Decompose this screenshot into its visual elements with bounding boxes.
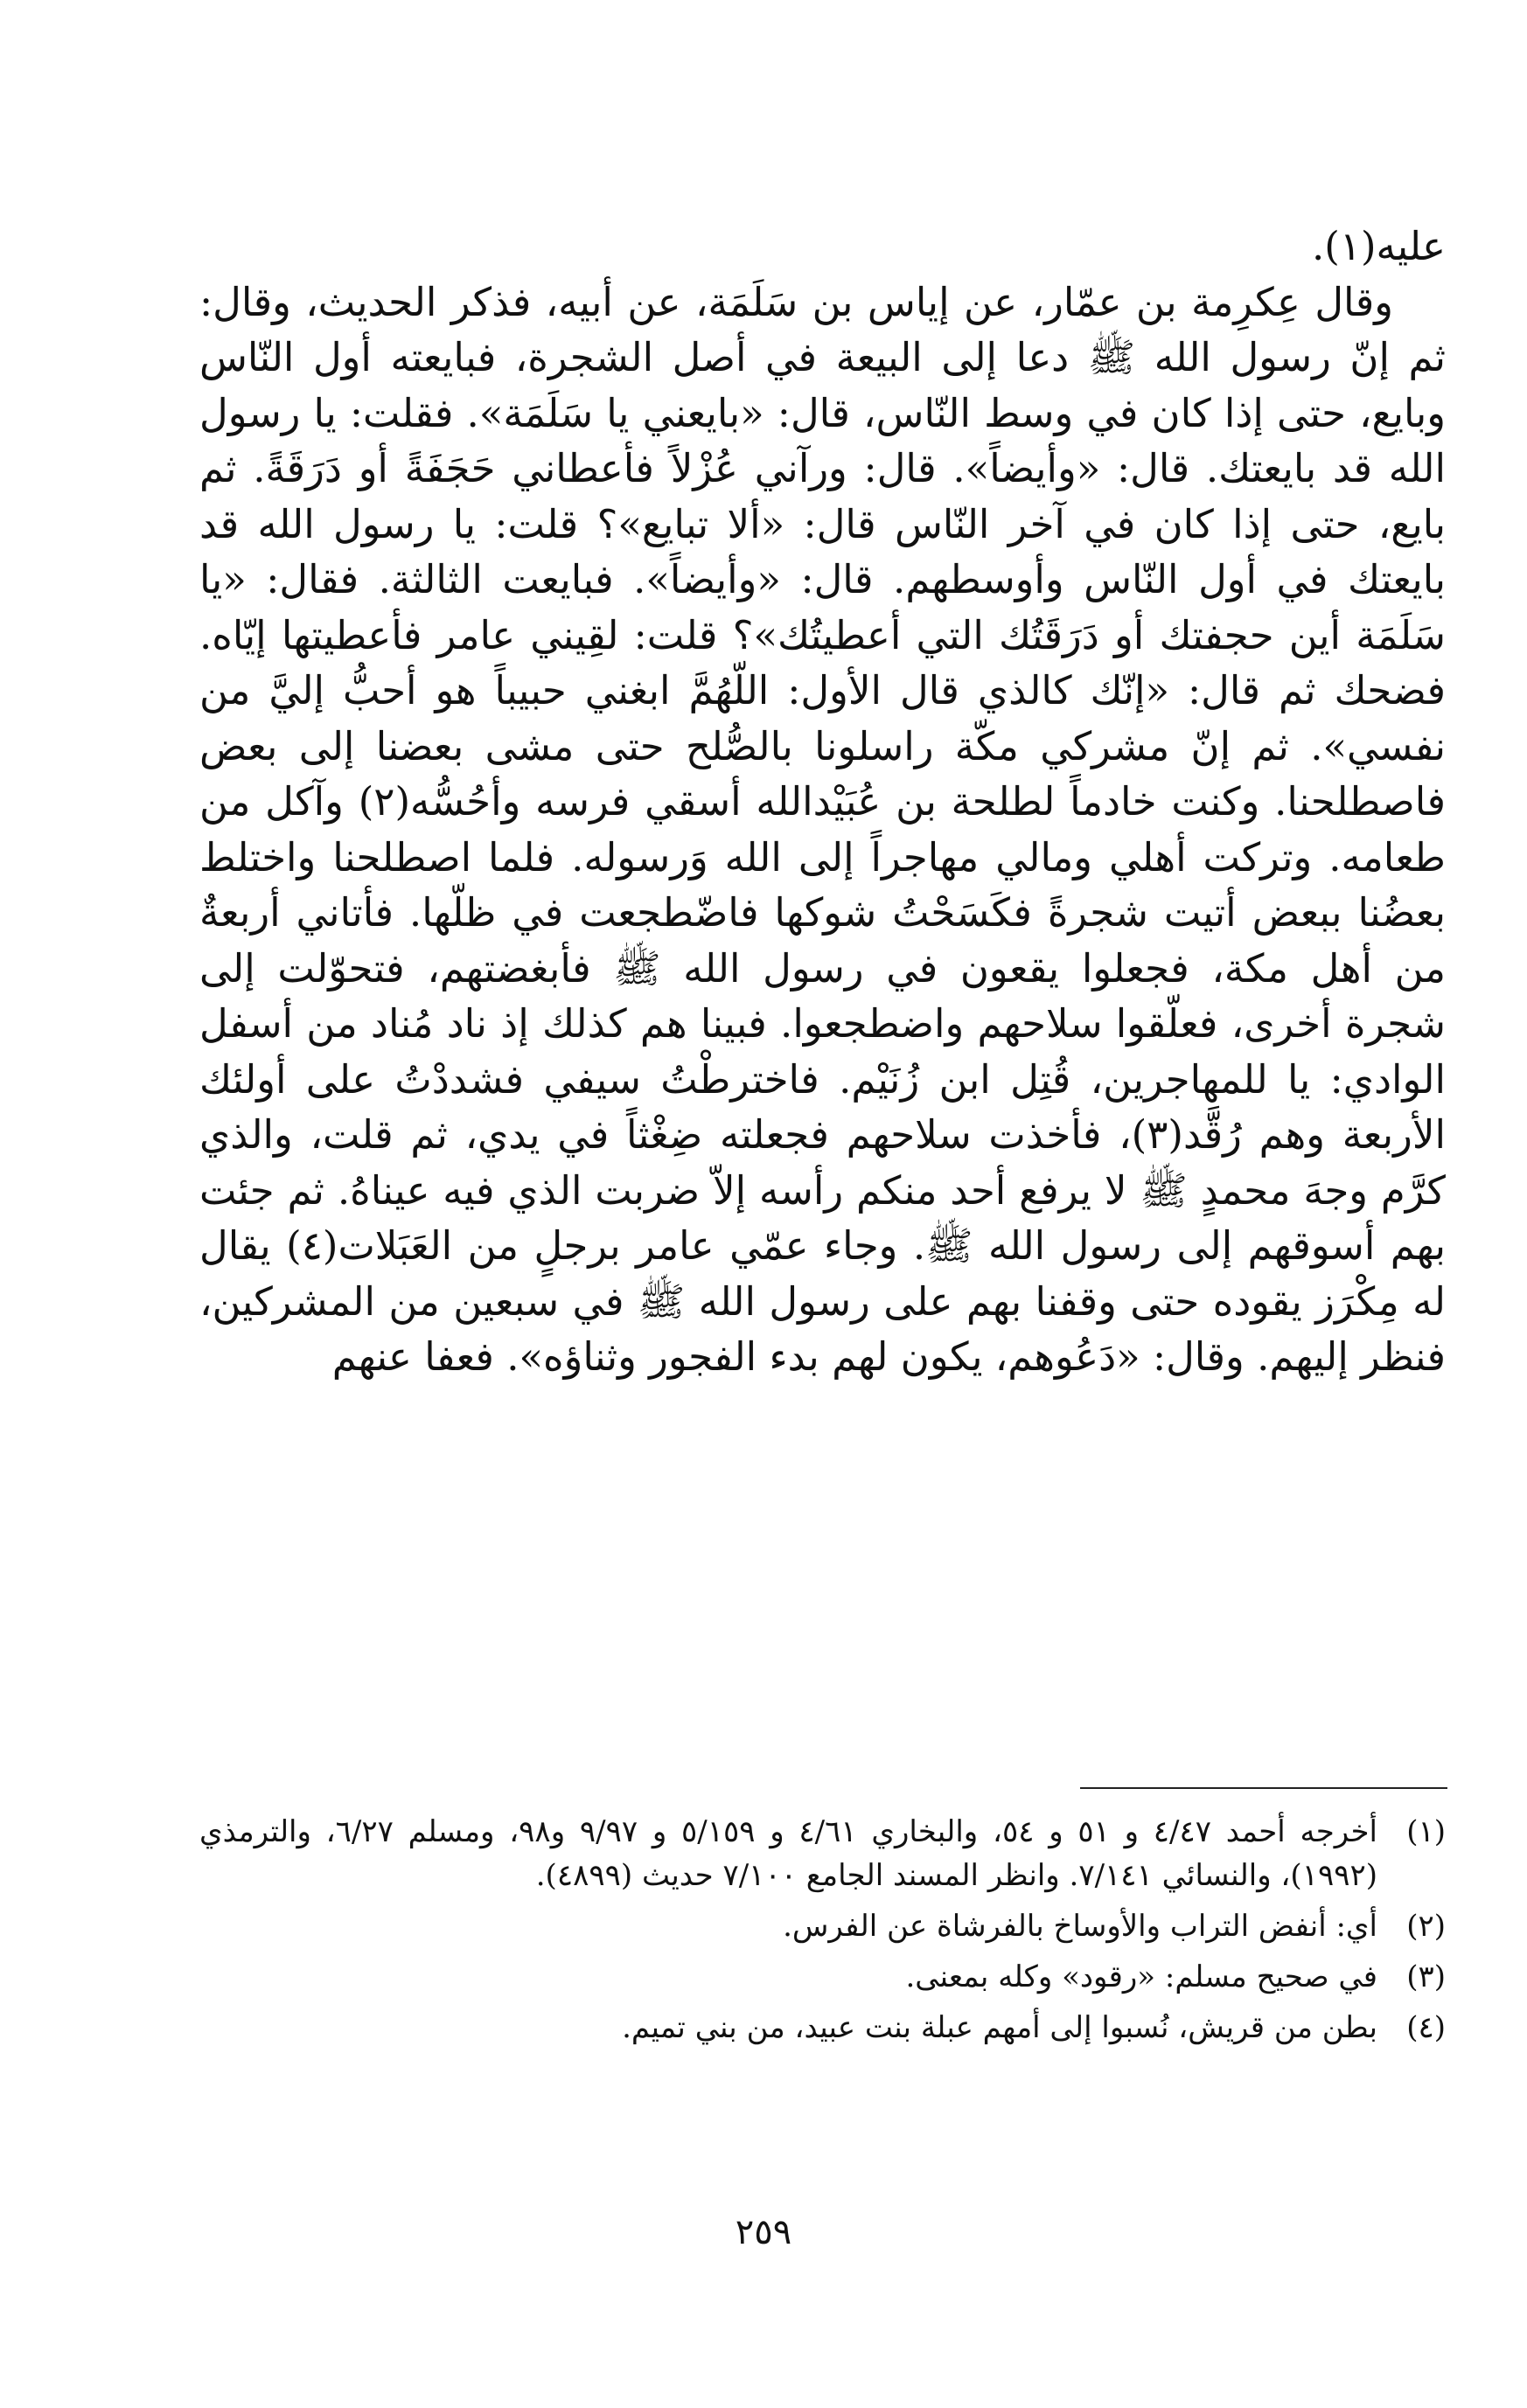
footnote-3	[199, 1955, 1446, 1999]
footnote-number: (٤)	[1406, 2010, 1446, 2045]
footnote-separator	[1080, 1787, 1447, 1789]
footnote-number: (٢)	[1406, 1909, 1446, 1944]
footnote-text: بطن من قريش، نُسبوا إلى أمهم عبلة بنت عبيد، من بني تميم.	[622, 2010, 1377, 2045]
footnote-2	[199, 1904, 1446, 1948]
intro-line: عليه(١).	[1311, 223, 1446, 269]
footnotes	[199, 1810, 1446, 2057]
footnote-1	[199, 1810, 1446, 1897]
footnote-number: (١)	[1406, 1814, 1446, 1849]
footnote-4	[199, 2006, 1446, 2050]
footnote-text: في صحيح مسلم: «رقود» وكله بمعنى.	[905, 1959, 1377, 1994]
main-paragraph: وقال عِكرِمة بن عمّار، عن إياس بن سَلَمَة، عن أبيه، فذكر الحديث، وقال: ثم إنّ رسول الله ﷺ دعا إلى البيعة في أصل الشجرة، فبايعته أول النّاس وبايع، حتى إذا كان في وسط النّاس، قال: «بايعني يا سَلَمَة». فقلت: يا رسول الله قد بايعتك. قال: «وأيضاً». قال: ورآني عُزْلاً فأعطاني حَجَفَةً أو دَرَقَةً. ثم بايع، حتى إذا كان في آخر النّاس قال: «ألا تبايع»؟ قلت: يا رسول الله قد بايعتك في أول النّاس وأوسطهم. قال: «وأيضاً». فبايعت الثالثة. فقال: «يا سَلَمَة أين حجفتك أو دَرَقَتُك التي أعطيتُك»؟ قلت: لقِيني عامر فأعطيتها إيّاه. فضحك ثم قال: «إنّك كالذي قال الأول: اللّهُمَّ ابغني حبيباً هو أحبُّ إليَّ من نفسي». ثم إنّ مشركي مكّة راسلونا بالصُّلح حتى مشى بعضنا إلى بعض فاصطلحنا. وكنت خادماً لطلحة بن عُبَيْدالله أسقي فرسه وأحُسُّه(٢) وآكل من طعامه. وتركت أهلي ومالي مهاجراً إلى الله وَرسوله. فلما اصطلحنا واختلط بعضُنا ببعض أتيت شجرةً فكَسَحْتُ شوكها فاضّطجعت في ظلّها. فأتاني أربعةٌ من أهل مكة، فجعلوا يقعون في رسول الله ﷺ فأبغضتهم، فتحوّلت إلى شجرة أخرى، فعلّقوا سلاحهم واضطجعوا. فبينا هم كذلك إذ ناد مُناد من أسفل الوادي: يا للمهاجرين، قُتِل ابن زُنَيْم. فاخترطْتُ سيفي فشددْتُ على أولئك الأربعة وهم رُقَّد(٣)، فأخذت سلاحهم فجعلته ضِغْثاً في يدي، ثم قلت، والذي كرَّم وجهَ محمدٍ ﷺ لا يرفع أحد منكم رأسه إلاّ ضربت الذي فيه عيناهُ. ثم جئت بهم أسوقهم إلى رسول الله ﷺ. وجاء عمّي عامر برجلٍ من العَبَلات(٤) يقال له مِكْرَز يقوده حتى وقفنا بهم على رسول الله ﷺ في سبعين من المشركين، فنظر إليهم. وقال: «دَعُوهم، يكون لهم بدء الفجور وثناؤه». فعفا عنهم	[199, 278, 1446, 1380]
main-text	[199, 219, 1446, 1385]
footnote-number: (٣)	[1406, 1959, 1446, 1994]
footnote-text: أخرجه أحمد ٤/٤٧ و ٥١ و ٥٤، والبخاري ٤/٦١ و ٥/١٥٩ و ٩/٩٧ و٩٨، ومسلم ٦/٢٧، والترمذي (١٩٩٢)، والنسائي ٧/١٤١. وانظر المسند الجامع ٧/١٠٠ حديث (٤٨٩٩).	[199, 1814, 1377, 1893]
page-number: ٢٥٩	[735, 2212, 792, 2252]
footnote-text: أي: أنفض التراب والأوساخ بالفرشاة عن الفرس.	[783, 1909, 1377, 1944]
